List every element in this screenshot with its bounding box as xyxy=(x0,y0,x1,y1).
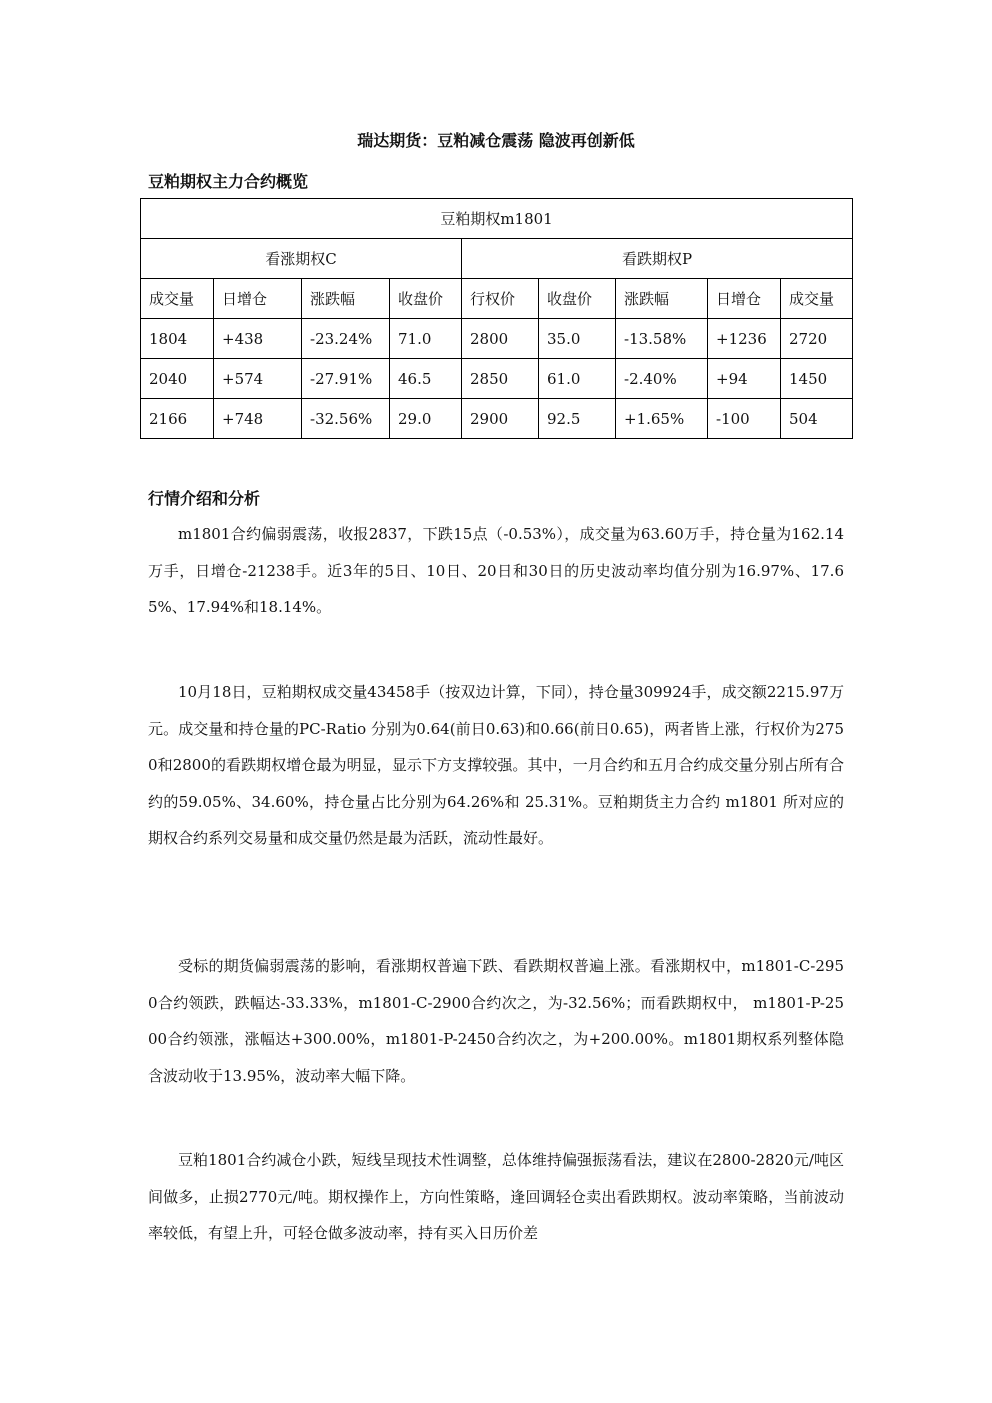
table-cell: 504 xyxy=(781,399,853,439)
table-caption-row xyxy=(141,199,853,239)
table-cell: 1450 xyxy=(781,359,853,399)
table-cell: 61.0 xyxy=(539,359,616,399)
table-cell: 1804 xyxy=(141,319,214,359)
table-cell: -27.91% xyxy=(302,359,390,399)
put-option-header: 看跌期权P xyxy=(462,239,853,279)
table-cell: 92.5 xyxy=(539,399,616,439)
table-cell: 2900 xyxy=(462,399,539,439)
table-cell: 2850 xyxy=(462,359,539,399)
table-cell: -100 xyxy=(708,399,781,439)
table-cell: +1236 xyxy=(708,319,781,359)
table-cell: -32.56% xyxy=(302,399,390,439)
column-header: 收盘价 xyxy=(390,279,462,319)
table-header-row xyxy=(141,279,853,319)
table-group-row xyxy=(141,239,853,279)
paragraph: 受标的期货偏弱震荡的影响，看涨期权普遍下跌、看跌期权普遍上涨。看涨期权中，m1801-C-2950合约领跌，跌幅达-33.33%，m1801-C-2900合约次之，为-32.56%；而看跌期权中， m1801-P-2500合约领涨，涨幅达+300.00%，m1801-P-2450合约次之，为+200.00%。m1801期权系列整体隐含波动收于13.95%，波动率大幅下降。 xyxy=(148,957,844,1085)
table-cell: 35.0 xyxy=(539,319,616,359)
page-title: 瑞达期货：豆粕减仓震荡 隐波再创新低 xyxy=(357,131,635,150)
column-header: 涨跌幅 xyxy=(616,279,708,319)
table-cell: 2166 xyxy=(141,399,214,439)
table-cell: 2720 xyxy=(781,319,853,359)
table-cell: 46.5 xyxy=(390,359,462,399)
table-cell: +748 xyxy=(214,399,302,439)
column-header: 行权价 xyxy=(462,279,539,319)
table-cell: +1.65% xyxy=(616,399,708,439)
table-cell: -2.40% xyxy=(616,359,708,399)
options-table xyxy=(140,198,853,439)
column-header: 成交量 xyxy=(141,279,214,319)
table-cell: +438 xyxy=(214,319,302,359)
table-cell: +94 xyxy=(708,359,781,399)
call-option-header: 看涨期权C xyxy=(141,239,462,279)
column-header: 日增仓 xyxy=(708,279,781,319)
column-header: 日增仓 xyxy=(214,279,302,319)
table-cell: 2040 xyxy=(141,359,214,399)
table-cell: 29.0 xyxy=(390,399,462,439)
table-caption: 豆粕期权m1801 xyxy=(141,199,853,239)
table-cell: +574 xyxy=(214,359,302,399)
paragraph: 豆粕1801合约减仓小跌，短线呈现技术性调整，总体维持偏强振荡看法，建议在2800-2820元/吨区间做多，止损2770元/吨。期权操作上，方向性策略，逢回调轻仓卖出看跌期权。波动率策略，当前波动率较低，有望上升，可轻仓做多波动率，持有买入日历价差 xyxy=(148,1151,844,1242)
table-cell: 2800 xyxy=(462,319,539,359)
paragraph: 10月18日，豆粕期权成交量43458手（按双边计算，下同），持仓量309924手，成交额2215.97万元。成交量和持仓量的PC-Ratio 分别为0.64(前日0.63)和0.66(前日0.65)，两者皆上涨，行权价为2750和2800的看跌期权增仓最为明显，显示下方支撑较强。其中，一月合约和五月合约成交量分别占所有合约的59.05%、34.60%，持仓量占比分别为64.26%和 25.31%。豆粕期货主力合约 m1801 所对应的期权合约系列交易量和成交量仍然是最为活跃，流动性最好。 xyxy=(148,683,844,847)
table-row xyxy=(141,359,853,399)
table-cell: -23.24% xyxy=(302,319,390,359)
column-header: 收盘价 xyxy=(539,279,616,319)
paragraph: m1801合约偏弱震荡，收报2837，下跌15点（-0.53%），成交量为63.60万手，持仓量为162.14万手，日增仓-21238手。近3年的5日、10日、20日和30日的历史波动率均值分别为16.97%、17.65%、17.94%和18.14%。 xyxy=(148,525,844,616)
table-row xyxy=(141,399,853,439)
section-heading-analysis: 行情介绍和分析 xyxy=(148,489,261,508)
column-header: 涨跌幅 xyxy=(302,279,390,319)
table-cell: 71.0 xyxy=(390,319,462,359)
column-header: 成交量 xyxy=(781,279,853,319)
table-cell: -13.58% xyxy=(616,319,708,359)
section-heading-overview: 豆粕期权主力合约概览 xyxy=(148,172,309,191)
table-row xyxy=(141,319,853,359)
